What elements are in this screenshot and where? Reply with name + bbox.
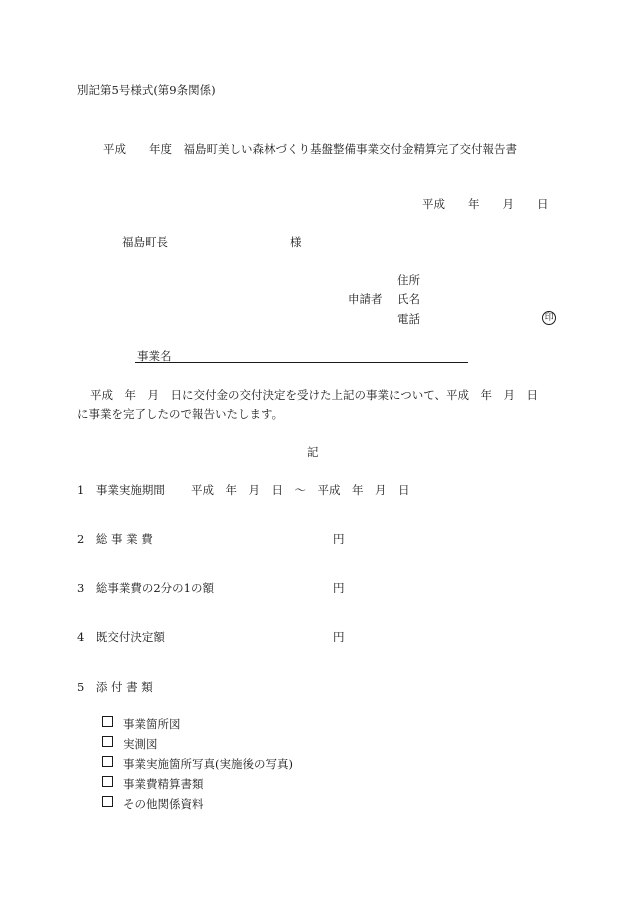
item1-label: 1 事業実施期間 bbox=[77, 483, 165, 497]
list-item bbox=[102, 716, 293, 736]
seal-mark bbox=[535, 292, 556, 325]
checkbox-icon bbox=[102, 716, 113, 727]
item5-label: 5 添 付 書 類 bbox=[77, 680, 153, 694]
name-label: 氏名 bbox=[397, 292, 420, 306]
checkbox-icon bbox=[102, 796, 113, 807]
attachment-label: 事業実施箇所写真(実施後の写真) bbox=[123, 757, 293, 771]
item4-unit: 円 bbox=[333, 630, 345, 644]
item3-unit: 円 bbox=[333, 581, 345, 595]
body-line-2: に事業を完了したので報告いたします。 bbox=[77, 407, 284, 421]
seal-icon: 印 bbox=[542, 311, 556, 325]
attachment-label: 事業箇所図 bbox=[123, 717, 181, 731]
list-item bbox=[102, 776, 293, 796]
list-item bbox=[102, 756, 293, 776]
project-name-underline bbox=[135, 362, 468, 363]
item3-label: 3 総事業費の2分の1の額 bbox=[77, 581, 214, 595]
item2-unit: 円 bbox=[333, 532, 345, 546]
attachment-list bbox=[102, 716, 293, 816]
applicant-label: 申請者 bbox=[348, 292, 383, 306]
attachment-label: その他関係資料 bbox=[123, 797, 204, 811]
checkbox-icon bbox=[102, 776, 113, 787]
phone-label: 電話 bbox=[397, 312, 420, 326]
item4-label: 4 既交付決定額 bbox=[77, 630, 165, 644]
address-label: 住所 bbox=[397, 273, 420, 287]
item2-label: 2 総 事 業 費 bbox=[77, 532, 153, 546]
attachment-label: 実測図 bbox=[123, 737, 158, 751]
project-name-label: 事業名 bbox=[137, 349, 172, 363]
item1-value: 平成 年 月 日 〜 平成 年 月 日 bbox=[191, 483, 410, 497]
document-title: 平成 年度 福島町美しい森林づくり基盤整備事業交付金精算完了交付報告書 bbox=[103, 142, 517, 156]
list-item bbox=[102, 796, 293, 816]
checkbox-icon bbox=[102, 756, 113, 767]
checkbox-icon bbox=[102, 736, 113, 747]
list-item bbox=[102, 736, 293, 756]
attachment-label: 事業費精算書類 bbox=[123, 777, 204, 791]
ki-heading: 記 bbox=[307, 445, 319, 459]
date-line: 平成 年 月 日 bbox=[422, 197, 549, 211]
body-line-1: 平成 年 月 日に交付金の交付決定を受けた上記の事業について、平成 年 月 日 bbox=[90, 388, 539, 402]
addressee: 福島町長 bbox=[122, 235, 168, 249]
form-id: 別記第5号様式(第9条関係) bbox=[77, 83, 216, 97]
addressee-suffix: 様 bbox=[290, 235, 302, 249]
